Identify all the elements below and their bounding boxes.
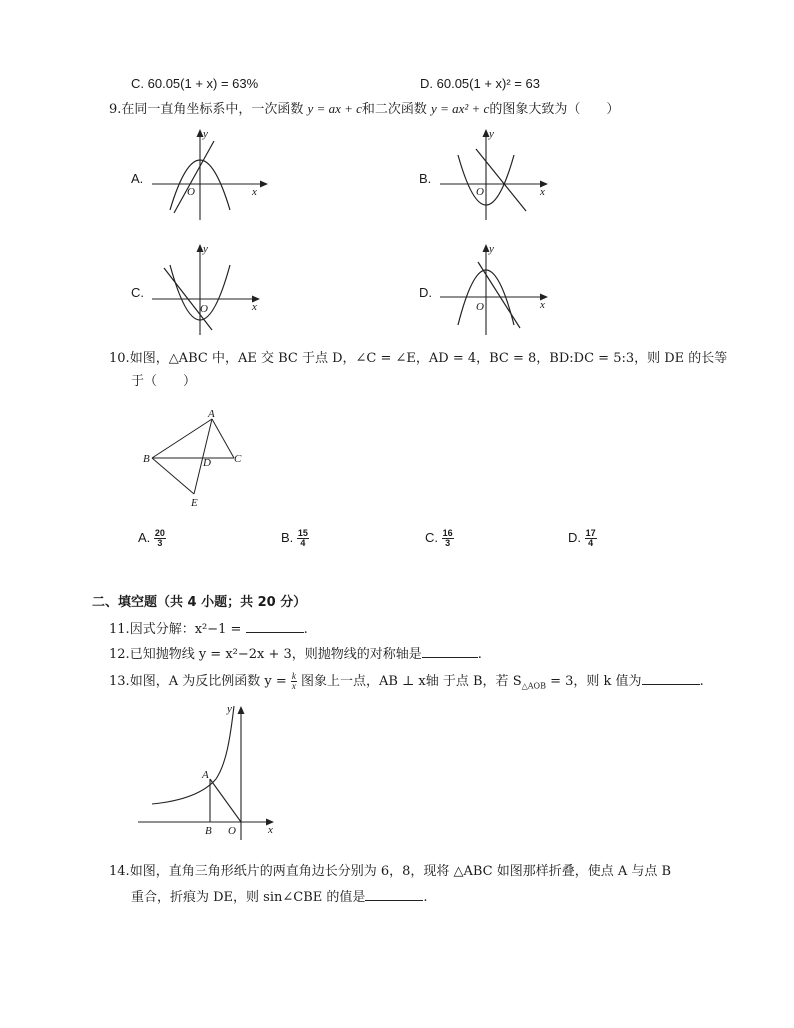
q13-frac-den: x — [291, 681, 296, 691]
q13-subscript: △AOB — [521, 681, 546, 691]
q13-axis-y: y — [227, 703, 232, 715]
q13-label-a: A — [202, 769, 209, 781]
q10-option-a — [138, 529, 166, 548]
q10-option-c — [425, 529, 454, 548]
q11-text: 因式分解：x²−1 = — [129, 622, 246, 637]
q13-stem — [109, 672, 704, 695]
q10-option-d-fraction — [585, 529, 597, 548]
q14-stem-line1 — [109, 864, 671, 880]
q9-option-d-label: D. — [419, 285, 432, 300]
q10-option-c-fraction — [442, 529, 454, 548]
q9-graph-d — [440, 240, 570, 340]
q12-stem — [109, 645, 482, 663]
q13-text-a: 如图，A 为反比例函数 y = — [129, 674, 291, 689]
q9d-origin: O — [476, 301, 484, 313]
q10-option-b — [281, 529, 309, 548]
q9a-axis-y: y — [203, 128, 208, 140]
q13-label-b: B — [205, 825, 212, 837]
q11-end: . — [303, 622, 308, 637]
q10-label-b: B — [143, 453, 150, 465]
q9b-axis-x: x — [540, 186, 545, 198]
q10-option-d-num: 17 — [585, 528, 596, 538]
q10-option-b-num: 15 — [297, 528, 308, 538]
q9b-axis-y: y — [489, 128, 494, 140]
q14-text-line2: 重合，折痕为 DE，则 sin∠CBE 的值是 — [131, 890, 366, 905]
q10-option-b-fraction — [297, 529, 309, 548]
q13-answer-blank[interactable] — [642, 672, 700, 685]
q10-option-a-den: 3 — [157, 538, 163, 548]
q10-stem-line1 — [109, 351, 727, 367]
q10-stem-line2: 于（ ） — [131, 374, 197, 389]
q8-option-d — [420, 76, 540, 92]
q8-option-d-label: D. — [420, 76, 433, 91]
q10-label-e: E — [191, 497, 198, 509]
q11-number: 11. — [109, 622, 130, 637]
q12-number: 12. — [109, 647, 130, 662]
q8-option-c-text: 60.05(1 + x) = 63% — [147, 76, 259, 91]
q9-option-a-label: A. — [131, 171, 144, 186]
q14-text-line1: 如图，直角三角形纸片的两直角边长分别为 6，8，现将 △ABC 如图那样折叠，使点 A 与点 B — [129, 864, 672, 879]
q10-number: 10. — [109, 351, 130, 366]
q10-label-c: C — [234, 453, 242, 465]
q10-option-c-label: C. — [425, 529, 438, 545]
q10-option-d — [568, 529, 597, 548]
q10-text-line1: 如图，△ABC 中，AE 交 BC 于点 D，∠C = ∠E，AD = 4，BC = 8，BD:DC = 5:3，则 DE 的长等 — [129, 351, 728, 366]
q10-option-d-den: 4 — [588, 538, 594, 548]
q9-graph-a — [152, 125, 272, 225]
q10-label-a: A — [208, 408, 215, 420]
section-2-title: 二、填空题（共 4 小题；共 20 分） — [92, 595, 307, 610]
q8-option-c-label: C. — [131, 76, 144, 91]
q12-answer-blank[interactable] — [422, 645, 478, 658]
q13-text-c: = 3，则 k 值为 — [545, 674, 642, 689]
q14-stem-line2 — [131, 888, 428, 906]
q9-option-b-label: B. — [419, 171, 432, 186]
q10-option-a-label: A. — [138, 529, 151, 545]
q8-option-c — [131, 76, 258, 92]
q10-figure — [140, 405, 260, 515]
q12-text: 已知抛物线 y = x²−2x + 3，则抛物线的对称轴是 — [129, 647, 422, 662]
q9d-axis-y: y — [489, 243, 494, 255]
q13-end: . — [699, 674, 704, 689]
q11-stem — [109, 620, 308, 638]
q9-graph-b — [440, 125, 570, 225]
q9c-axis-y: y — [203, 243, 208, 255]
q13-axis-x: x — [268, 824, 273, 836]
q9-text-b: 和二次函数 — [361, 102, 432, 117]
q9-linear-expr: y = ax + c — [307, 101, 362, 116]
q13-frac-num: k — [291, 671, 296, 681]
q9c-axis-x: x — [252, 301, 257, 313]
q12-end: . — [477, 647, 482, 662]
q9d-axis-x: x — [540, 299, 545, 311]
q14-answer-blank[interactable] — [365, 888, 423, 901]
q9-number: 9. — [109, 102, 122, 117]
q10-option-b-label: B. — [281, 529, 294, 545]
q10-option-a-num: 20 — [154, 528, 165, 538]
q14-number: 14. — [109, 864, 130, 879]
q9-text-a: 在同一直角坐标系中，一次函数 — [121, 102, 308, 117]
q8-option-d-text: 60.05(1 + x)² = 63 — [436, 76, 540, 91]
q13-figure — [138, 700, 288, 840]
q9a-axis-x: x — [252, 186, 257, 198]
q10-option-b-den: 4 — [300, 538, 306, 548]
q13-number: 13. — [109, 674, 130, 689]
q10-option-c-den: 3 — [445, 538, 451, 548]
q11-answer-blank[interactable] — [246, 620, 304, 633]
q10-option-c-num: 16 — [442, 528, 453, 538]
q9-text-c: 的图象大致为（ ） — [489, 102, 620, 117]
q13-text-b: 图象上一点，AB ⊥ x轴 于点 B，若 S — [296, 674, 522, 689]
q13-origin: O — [228, 825, 236, 837]
q9-quadratic-expr: y = ax² + c — [431, 101, 490, 116]
q9-graph-c — [152, 240, 272, 340]
q14-end: . — [423, 890, 428, 905]
q10-label-d: D — [203, 457, 211, 469]
q10-option-d-label: D. — [568, 529, 581, 545]
q9-option-c-label: C. — [131, 285, 144, 300]
q9a-origin: O — [187, 186, 195, 198]
q9-stem — [109, 101, 619, 118]
q9b-origin: O — [476, 186, 484, 198]
q10-option-a-fraction — [154, 529, 166, 548]
q9c-origin: O — [200, 303, 208, 315]
